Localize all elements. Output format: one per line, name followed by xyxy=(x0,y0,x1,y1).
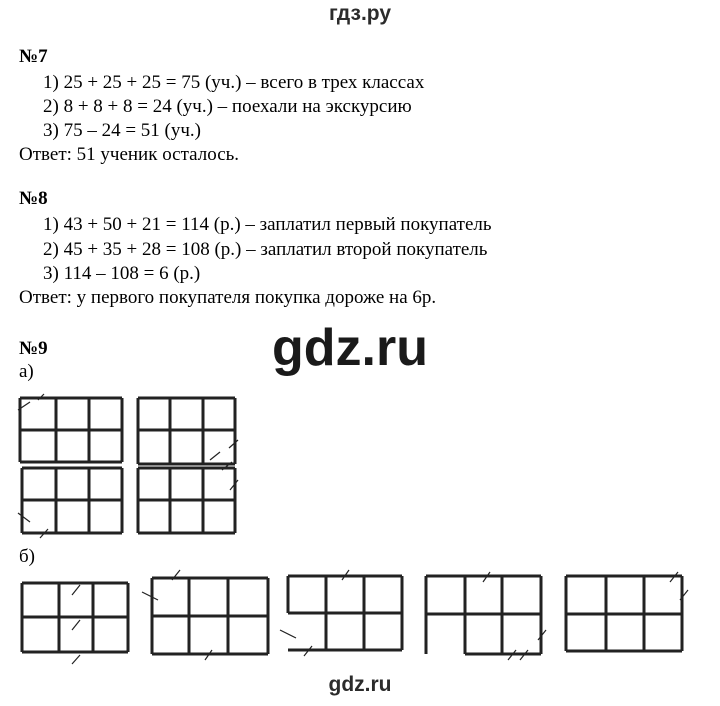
task9-number: №9 xyxy=(19,338,48,359)
grid-b4 xyxy=(426,576,541,654)
task8-answer: Ответ: у первого покупателя покупка дороже на 6р. xyxy=(19,287,437,308)
task8-number: №8 xyxy=(19,188,48,209)
grid-a4 xyxy=(138,468,235,533)
grid-a3 xyxy=(22,468,122,533)
task7-step-2: 2) 8 + 8 + 8 = 24 (уч.) – поехали на экскурсию xyxy=(43,96,412,117)
grid-a1 xyxy=(20,398,122,462)
grid-b3 xyxy=(288,576,402,650)
task8-step-3: 3) 114 – 108 = 6 (р.) xyxy=(43,263,201,284)
grid-b2 xyxy=(152,578,268,654)
task7-step-1: 1) 25 + 25 + 25 = 75 (уч.) – всего в трех классах xyxy=(43,72,425,93)
task7-answer: Ответ: 51 ученик осталось. xyxy=(19,144,240,165)
task9-part-a-label: а) xyxy=(19,361,34,382)
grid-a2 xyxy=(138,398,235,464)
task8-step-2: 2) 45 + 35 + 28 = 108 (р.) – заплатил второй покупатель xyxy=(43,239,488,260)
site-header: гдз.ру xyxy=(328,2,392,25)
task8-step-1: 1) 43 + 50 + 21 = 114 (р.) – заплатил первый покупатель xyxy=(43,214,492,235)
task9-part-b-label: б) xyxy=(19,546,35,567)
grid-b5 xyxy=(566,576,682,651)
site-footer: gdz.ru xyxy=(328,673,392,696)
grid-b1 xyxy=(22,583,128,652)
watermark: gdz.ru xyxy=(272,319,428,377)
task7-number: №7 xyxy=(19,46,48,67)
task7-step-3: 3) 75 – 24 = 51 (уч.) xyxy=(43,120,202,141)
